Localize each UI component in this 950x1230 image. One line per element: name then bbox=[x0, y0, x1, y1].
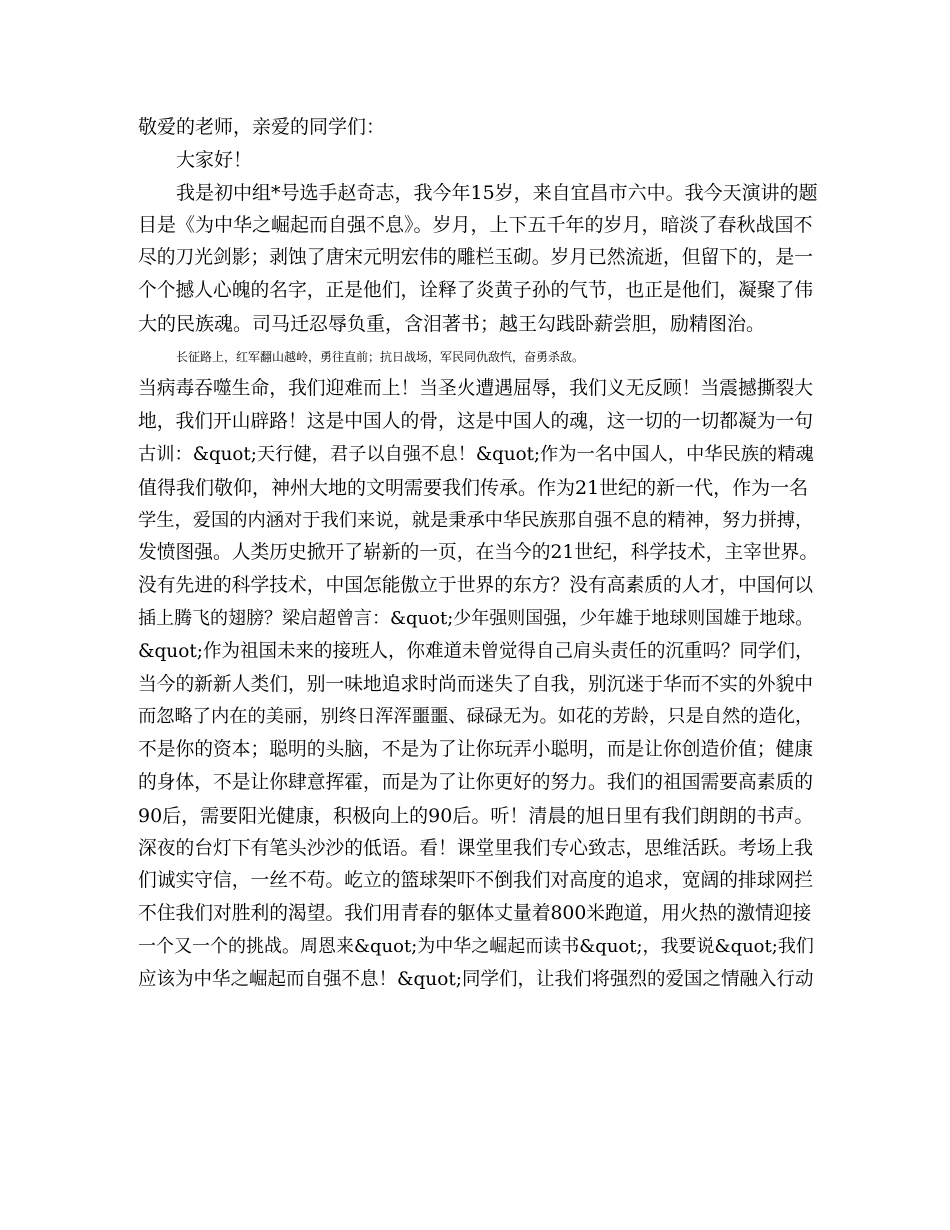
text-line: 插上腾飞的翅膀？梁启超曾言：&quot;少年强则国强，少年雄于地球则国雄于地球。 bbox=[138, 607, 814, 629]
text-line: 的身体，不是让你肆意挥霍，而是为了让你更好的努力。我们的祖国需要高素质的 bbox=[138, 771, 813, 793]
text-line: 古训：&quot;天行健，君子以自强不息！&quot;作为一名中国人，中华民族的精魂 bbox=[138, 443, 814, 465]
text-line: 们诚实守信，一丝不苟。屹立的篮球架吓不倒我们对高度的追求，宽阔的排球网拦 bbox=[138, 870, 813, 892]
text-line: 长征路上，红军翻山越岭，勇往直前；抗日战场，军民同仇敌忾，奋勇杀敌。 bbox=[176, 349, 585, 364]
text-line: 没有先进的科学技术，中国怎能傲立于世界的东方？没有高素质的人才，中国何以 bbox=[138, 575, 813, 597]
text-line: 应该为中华之崛起而自强不息！&quot;同学们，让我们将强烈的爱国之情融入行动 bbox=[138, 968, 814, 990]
text-line: 学生，爱国的内涵对于我们来说，就是秉承中华民族那自强不息的精神，努力拼搏， bbox=[138, 509, 814, 531]
text-line: 大的民族魂。司马迁忍辱负重，含泪著书；越王勾践卧薪尝胆，励精图治。 bbox=[138, 312, 766, 335]
speech-text bbox=[138, 111, 818, 997]
text-line: 值得我们敬仰，神州大地的文明需要我们传承。作为21世纪的新一代，作为一名 bbox=[138, 476, 809, 499]
text-line: 不是你的资本；聪明的头脑，不是为了让你玩弄小聪明，而是让你创造价值；健康 bbox=[138, 739, 813, 761]
text-line: 敬爱的老师，亲爱的同学们： bbox=[138, 116, 386, 138]
text-line: 尽的刀光剑影；剥蚀了唐宋元明宏伟的雕栏玉砌。岁月已然流逝，但留下的，是一 bbox=[138, 247, 813, 269]
text-line: &quot;作为祖国未来的接班人，你难道未曾觉得自己肩头责任的沉重吗？同学们， bbox=[138, 640, 814, 662]
text-line: 当今的新新人类们，别一味地追求时尚而迷失了自我，别沉迷于华而不实的外貌中 bbox=[138, 673, 813, 695]
text-line: 发愤图强。人类历史掀开了崭新的一页，在当今的21世纪，科学技术，主宰世界。 bbox=[138, 542, 819, 564]
text-line: 个个撼人心魄的名字，正是他们，诠释了炎黄子孙的气节，也正是他们，凝聚了伟 bbox=[138, 279, 813, 301]
text-line: 目是《为中华之崛起而自强不息》。岁月，上下五千年的岁月，暗淡了春秋战国不 bbox=[138, 214, 813, 237]
text-line: 90后，需要阳光健康，积极向上的90后。听！清晨的旭日里有我们朗朗的书声。 bbox=[138, 804, 814, 827]
text-line: 大家好！ bbox=[176, 148, 253, 171]
text-line: 深夜的台灯下有笔头沙沙的低语。看！课堂里我们专心致志，思维活跃。考场上我 bbox=[138, 837, 813, 859]
text-line: 而忽略了内在的美丽，别终日浑浑噩噩、碌碌无为。如花的芳龄，只是自然的造化， bbox=[138, 706, 814, 728]
text-line: 我是初中组*号选手赵奇志，我今年15岁，来自宜昌市六中。我今天演讲的题 bbox=[176, 181, 818, 204]
text-line: 不住我们对胜利的渴望。我们用青春的躯体丈量着800米跑道，用火热的激情迎接 bbox=[138, 903, 812, 925]
text-line: 一个又一个的挑战。周恩来&quot;为中华之崛起而读书&quot;，我要说&quot;我们 bbox=[138, 935, 814, 957]
text-line: 当病毒吞噬生命，我们迎难而上！当圣火遭遇屈辱，我们义无反顾！当震撼撕裂大 bbox=[138, 378, 813, 400]
text-line: 地，我们开山辟路！这是中国人的骨，这是中国人的魂，这一切的一切都凝为一句 bbox=[138, 411, 813, 433]
